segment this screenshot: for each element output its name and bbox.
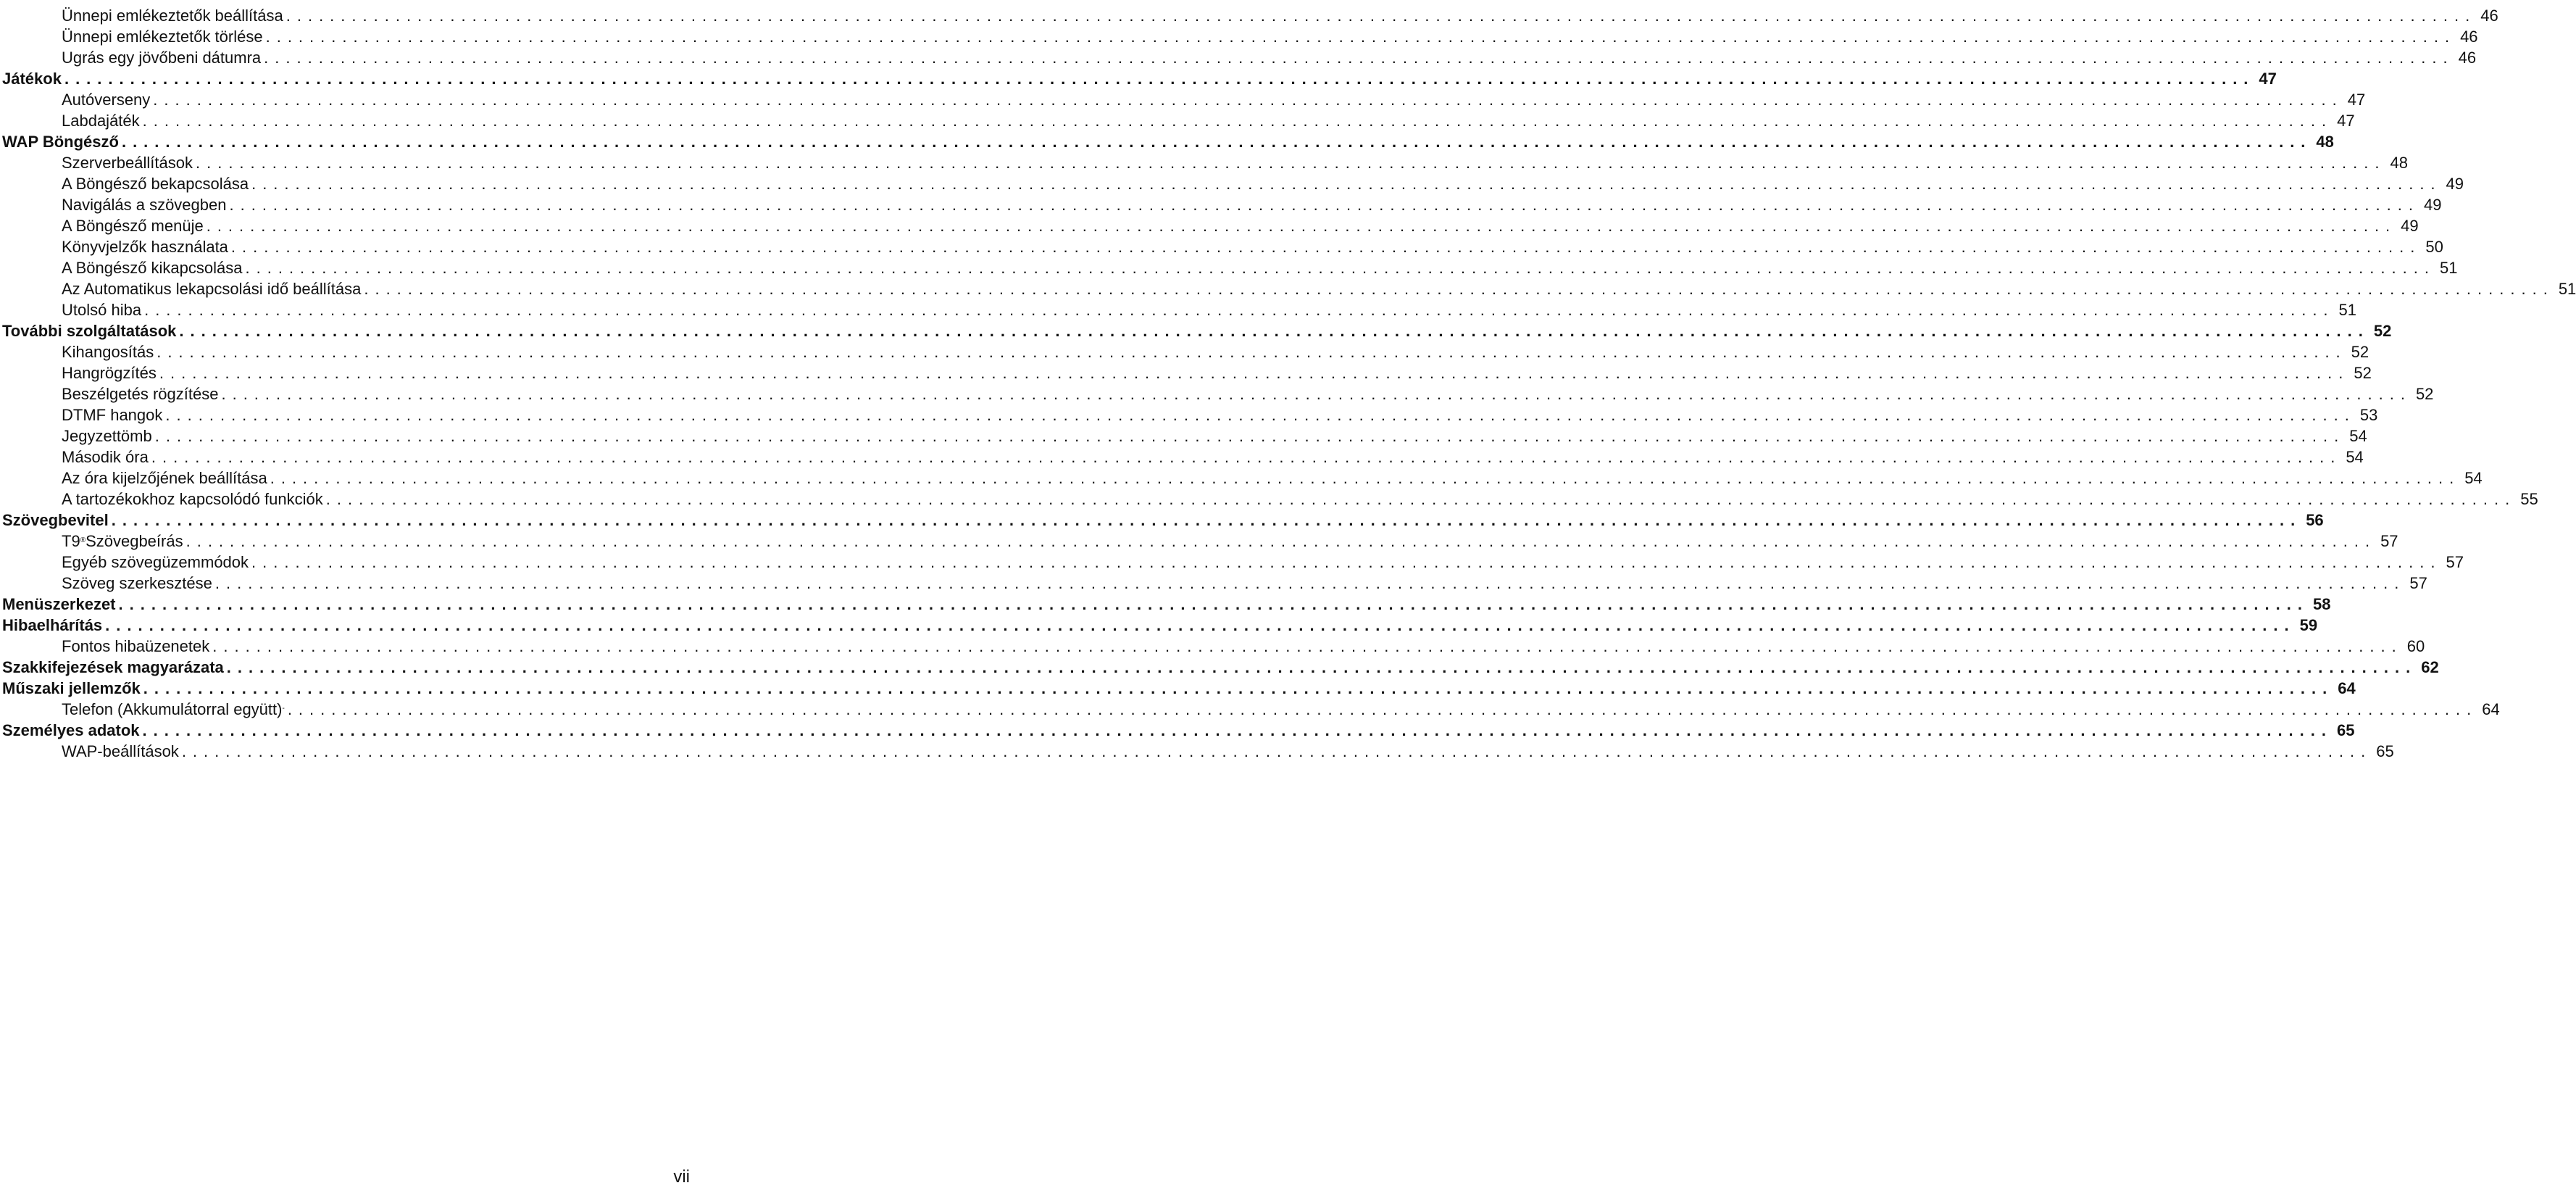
toc-section-entry[interactable] [2, 215, 2419, 236]
dot-leader: ........................................................................................................................................................................................................ [195, 154, 2386, 172]
toc-section-entry[interactable] [2, 404, 2378, 425]
toc-section-entry[interactable] [2, 257, 2458, 278]
toc-entry-title [62, 699, 285, 720]
toc-section-entry[interactable] [2, 699, 2500, 720]
toc-entry-title [62, 278, 361, 299]
toc-page-number: 54 [2464, 469, 2483, 487]
toc-page-number: 62 [2421, 658, 2439, 676]
toc-entry-title-text: Műszaki jellemzők [2, 679, 141, 697]
dot-leader: ........................................................................................................................................................................................................ [153, 91, 2343, 109]
dot-leader: ........................................................................................................................................................................................................ [105, 616, 2296, 634]
toc-page-number: 53 [2359, 406, 2378, 424]
toc-entry-title-text: Könyvjelzők használata [62, 238, 228, 256]
toc-entry-title [2, 320, 176, 341]
toc-entry-title [62, 89, 150, 110]
dot-leader: ........................................................................................................................................................................................................ [157, 343, 2347, 361]
toc-entry-title [62, 341, 154, 362]
toc-page-number: 64 [2482, 700, 2500, 718]
toc-section-entry[interactable] [2, 362, 2372, 383]
toc-entry-title [62, 447, 149, 468]
toc-section-entry[interactable] [2, 341, 2369, 362]
toc-entry-title-text: Játékok [2, 70, 62, 88]
toc-page-number: 52 [2354, 364, 2372, 382]
dot-leader: ........................................................................................................................................................................................................ [221, 385, 2412, 403]
toc-entry-title [2, 131, 119, 152]
toc-page-number: 49 [2446, 175, 2464, 193]
toc-page-number: 51 [2338, 301, 2357, 319]
toc-entry-title-text: Szöveg szerkesztése [62, 574, 212, 592]
toc-page-number: 54 [2346, 448, 2364, 466]
toc-entry-title [62, 257, 243, 278]
toc-entry-title [2, 657, 224, 678]
toc-entry-title-text: Jegyzettömb [62, 427, 152, 445]
toc-section-entry[interactable] [2, 278, 2576, 299]
toc-section-entry[interactable] [2, 425, 2367, 447]
toc-entry-title-text: WAP Böngésző [2, 133, 119, 151]
toc-section-entry[interactable] [2, 447, 2364, 468]
dot-leader: ........................................................................................................................................................................................................ [364, 280, 2554, 298]
toc-section-entry[interactable] [2, 194, 2442, 215]
toc-entry-title [62, 5, 283, 26]
toc-chapter-entry[interactable] [2, 131, 2334, 152]
toc-entry-title [62, 47, 261, 68]
toc-entry-title-text: DTMF hangok [62, 406, 163, 424]
toc-section-entry[interactable] [2, 47, 2477, 68]
toc-entry-title-text: A tartozékokhoz kapcsolódó funkciók [62, 490, 323, 508]
toc-section-entry[interactable] [2, 468, 2483, 489]
dot-leader: ........................................................................................................................................................................................................ [186, 532, 2377, 550]
toc-entry-title [62, 236, 228, 257]
toc-page-number: 48 [2390, 154, 2408, 172]
dot-leader: ........................................................................................................................................................................................................ [181, 742, 2372, 760]
toc-page-number: 65 [2337, 721, 2355, 739]
toc-entry-title [62, 404, 162, 425]
toc-section-entry[interactable] [2, 299, 2357, 320]
toc-entry-title-text: Hibaelhárítás [2, 616, 103, 634]
toc-entry-title [62, 573, 212, 594]
toc-section-entry[interactable] [2, 173, 2464, 194]
toc-entry-title-text: Utolsó hiba [62, 301, 142, 319]
dot-leader: ........................................................................................................................................................................................................ [111, 511, 2302, 529]
toc-entry-title-text: Ünnepi emlékeztetők beállítása [62, 7, 283, 25]
toc-page-number: 59 [2299, 616, 2318, 634]
toc-entry-title-text: Hangrögzítés [62, 364, 157, 382]
toc-entry-superscript: ® [80, 536, 86, 544]
toc-section-entry[interactable] [2, 552, 2464, 573]
toc-chapter-entry[interactable] [2, 678, 2356, 699]
toc-page-number: 60 [2406, 637, 2425, 655]
toc-page-number: 52 [2373, 322, 2392, 340]
toc-entry-title-text: Menüszerkezet [2, 595, 116, 613]
toc-entry-title [62, 110, 140, 131]
dot-leader: ........................................................................................................................................................................................................ [265, 28, 2456, 46]
toc-page-number: 46 [2460, 28, 2478, 46]
toc-entry-title-text: Beszélgetés rögzítése [62, 385, 219, 403]
toc-section-entry[interactable] [2, 489, 2538, 510]
toc-entry-title [2, 615, 102, 636]
dot-leader: ........................................................................................................................................................................................................ [229, 196, 2419, 214]
dot-leader: ........................................................................................................................................................................................................ [64, 70, 2255, 88]
toc-entry-title-text: Szakkifejezések magyarázata [2, 658, 224, 676]
toc-page-number: 56 [2306, 511, 2324, 529]
toc-entry-title-text: Labdajáték [62, 112, 140, 130]
toc-chapter-entry[interactable] [2, 68, 2277, 89]
toc-entry-title [2, 68, 62, 89]
toc-section-entry[interactable] [2, 5, 2498, 26]
toc-chapter-entry[interactable] [2, 657, 2439, 678]
toc-entry-title-text: További szolgáltatások [2, 322, 177, 340]
toc-section-entry[interactable] [2, 636, 2425, 657]
toc-entry-title-text: Szövegbevitel [2, 511, 109, 529]
toc-section-entry[interactable] [2, 573, 2427, 594]
dot-leader: ........................................................................................................................................................................................................ [159, 364, 2350, 382]
toc-entry-title [62, 425, 152, 447]
dot-leader: ........................................................................................................................................................................................................ [251, 553, 2442, 571]
toc-page-number: 49 [2401, 217, 2419, 235]
dot-leader: ........................................................................................................................................................................................................ [251, 175, 2442, 193]
toc-entry-title-text: Szerverbeállítások [62, 154, 193, 172]
toc-section-entry[interactable] [2, 110, 2355, 131]
toc-entry-title [62, 468, 267, 489]
toc-page-number: 48 [2316, 133, 2334, 151]
toc-page-number: 57 [2380, 532, 2398, 550]
toc-entry-title [2, 720, 140, 741]
toc-entry-title [62, 383, 218, 404]
toc-page-number: 54 [2349, 427, 2367, 445]
toc-entry-title [62, 152, 193, 173]
dot-leader: ........................................................................................................................................................................................................ [264, 49, 2454, 67]
toc-page-number: 47 [2259, 70, 2277, 88]
toc-entry-title-text: WAP-beállítások [62, 742, 179, 760]
toc-entry-superscript: - [282, 705, 285, 713]
dot-leader: ........................................................................................................................................................................................................ [154, 427, 2346, 445]
toc-page-number: 50 [2425, 238, 2443, 256]
toc-section-entry[interactable] [2, 89, 2366, 110]
toc-page-number: 57 [2409, 574, 2427, 592]
toc-page-number: 57 [2446, 553, 2464, 571]
toc-entry-title [62, 362, 157, 383]
toc-page-number: 51 [2558, 280, 2576, 298]
dot-leader: ........................................................................................................................................................................................................ [270, 469, 2461, 487]
toc-chapter-entry[interactable] [2, 615, 2318, 636]
toc-chapter-entry[interactable] [2, 320, 2392, 341]
toc-entry-title [2, 510, 109, 531]
dot-leader: ........................................................................................................................................................................................................ [212, 637, 2403, 655]
toc-entry-title [62, 531, 183, 552]
table-of-contents [2, 5, 2576, 762]
toc-entry-title [62, 26, 263, 47]
toc-section-entry[interactable] [2, 26, 2478, 47]
toc-entry-title-text: A Böngésző menüje [62, 217, 204, 235]
dot-leader: ........................................................................................................................................................................................................ [245, 259, 2435, 277]
toc-section-entry[interactable] [2, 741, 2394, 762]
toc-entry-title-text: Ugrás egy jövőbeni dátumra [62, 49, 262, 67]
toc-section-entry[interactable] [2, 383, 2434, 404]
page-folio: vii [673, 1167, 690, 1187]
dot-leader: ........................................................................................................................................................................................................ [179, 322, 2369, 340]
toc-page-number: 55 [2520, 490, 2538, 508]
dot-leader: ........................................................................................................................................................................................................ [165, 406, 2356, 424]
toc-entry-title [62, 299, 141, 320]
toc-entry-title-text: A Böngésző kikapcsolása [62, 259, 243, 277]
toc-entry-title-text: Fontos hibaüzenetek [62, 637, 210, 655]
dot-leader: ........................................................................................................................................................................................................ [285, 7, 2477, 25]
dot-leader: ........................................................................................................................................................................................................ [142, 721, 2333, 739]
toc-entry-title [2, 678, 141, 699]
toc-chapter-entry[interactable] [2, 510, 2324, 531]
dot-leader: ........................................................................................................................................................................................................ [230, 238, 2422, 256]
toc-entry-title-text: Ünnepi emlékeztetők törlése [62, 28, 263, 46]
toc-entries [2, 5, 2576, 762]
dot-leader: ........................................................................................................................................................................................................ [214, 574, 2406, 592]
toc-page-number: 52 [2351, 343, 2369, 361]
dot-leader: ........................................................................................................................................................................................................ [151, 448, 2342, 466]
toc-page-number: 65 [2376, 742, 2394, 760]
dot-leader: ........................................................................................................................................................................................................ [121, 133, 2312, 151]
toc-page-number: 47 [2337, 112, 2355, 130]
toc-entry-title [2, 594, 116, 615]
dot-leader: ........................................................................................................................................................................................................ [287, 700, 2478, 718]
toc-page-number: 58 [2312, 595, 2331, 613]
toc-entry-title-text: Az óra kijelzőjének beállítása [62, 469, 267, 487]
toc-entry-title-text: T9 [62, 532, 80, 550]
toc-chapter-entry[interactable] [2, 720, 2355, 741]
toc-entry-title [62, 552, 249, 573]
toc-entry-title-text: Második óra [62, 448, 149, 466]
toc-entry-title-text: Egyéb szövegüzemmódok [62, 553, 249, 571]
dot-leader: ........................................................................................................................................................................................................ [226, 658, 2417, 676]
toc-section-entry[interactable] [2, 152, 2408, 173]
toc-entry-title-text: Autóverseny [62, 91, 151, 109]
toc-entry-title-text: Az Automatikus lekapcsolási idő beállítása [62, 280, 362, 298]
toc-page-number: 47 [2347, 91, 2366, 109]
toc-entry-title [62, 194, 226, 215]
toc-chapter-entry[interactable] [2, 594, 2331, 615]
toc-entry-title-text: Személyes adatok [2, 721, 140, 739]
dot-leader: ........................................................................................................................................................................................................ [325, 490, 2517, 508]
toc-entry-title-rest: Szövegbeírás [86, 532, 183, 550]
toc-section-entry[interactable] [2, 531, 2398, 552]
dot-leader: ........................................................................................................................................................................................................ [143, 679, 2334, 697]
toc-page-number: 51 [2439, 259, 2458, 277]
toc-page-number: 52 [2415, 385, 2434, 403]
dot-leader: ........................................................................................................................................................................................................ [206, 217, 2397, 235]
dot-leader: ........................................................................................................................................................................................................ [144, 301, 2335, 319]
dot-leader: ........................................................................................................................................................................................................ [142, 112, 2333, 130]
toc-entry-title-text: Telefon (Akkumulátorral együtt) [62, 700, 283, 718]
toc-entry-title [62, 636, 209, 657]
toc-page-number: 46 [2480, 7, 2498, 25]
toc-entry-title [62, 173, 249, 194]
toc-page-number: 46 [2458, 49, 2477, 67]
toc-entry-title-text: Navigálás a szövegben [62, 196, 227, 214]
toc-section-entry[interactable] [2, 236, 2443, 257]
dot-leader: ........................................................................................................................................................................................................ [118, 595, 2309, 613]
toc-page-number: 64 [2338, 679, 2356, 697]
toc-page-number: 49 [2423, 196, 2442, 214]
toc-entry-title [62, 215, 204, 236]
toc-entry-title-text: A Böngésző bekapcsolása [62, 175, 249, 193]
toc-entry-title-text: Kihangosítás [62, 343, 154, 361]
toc-entry-title [62, 489, 323, 510]
toc-entry-title [62, 741, 179, 762]
